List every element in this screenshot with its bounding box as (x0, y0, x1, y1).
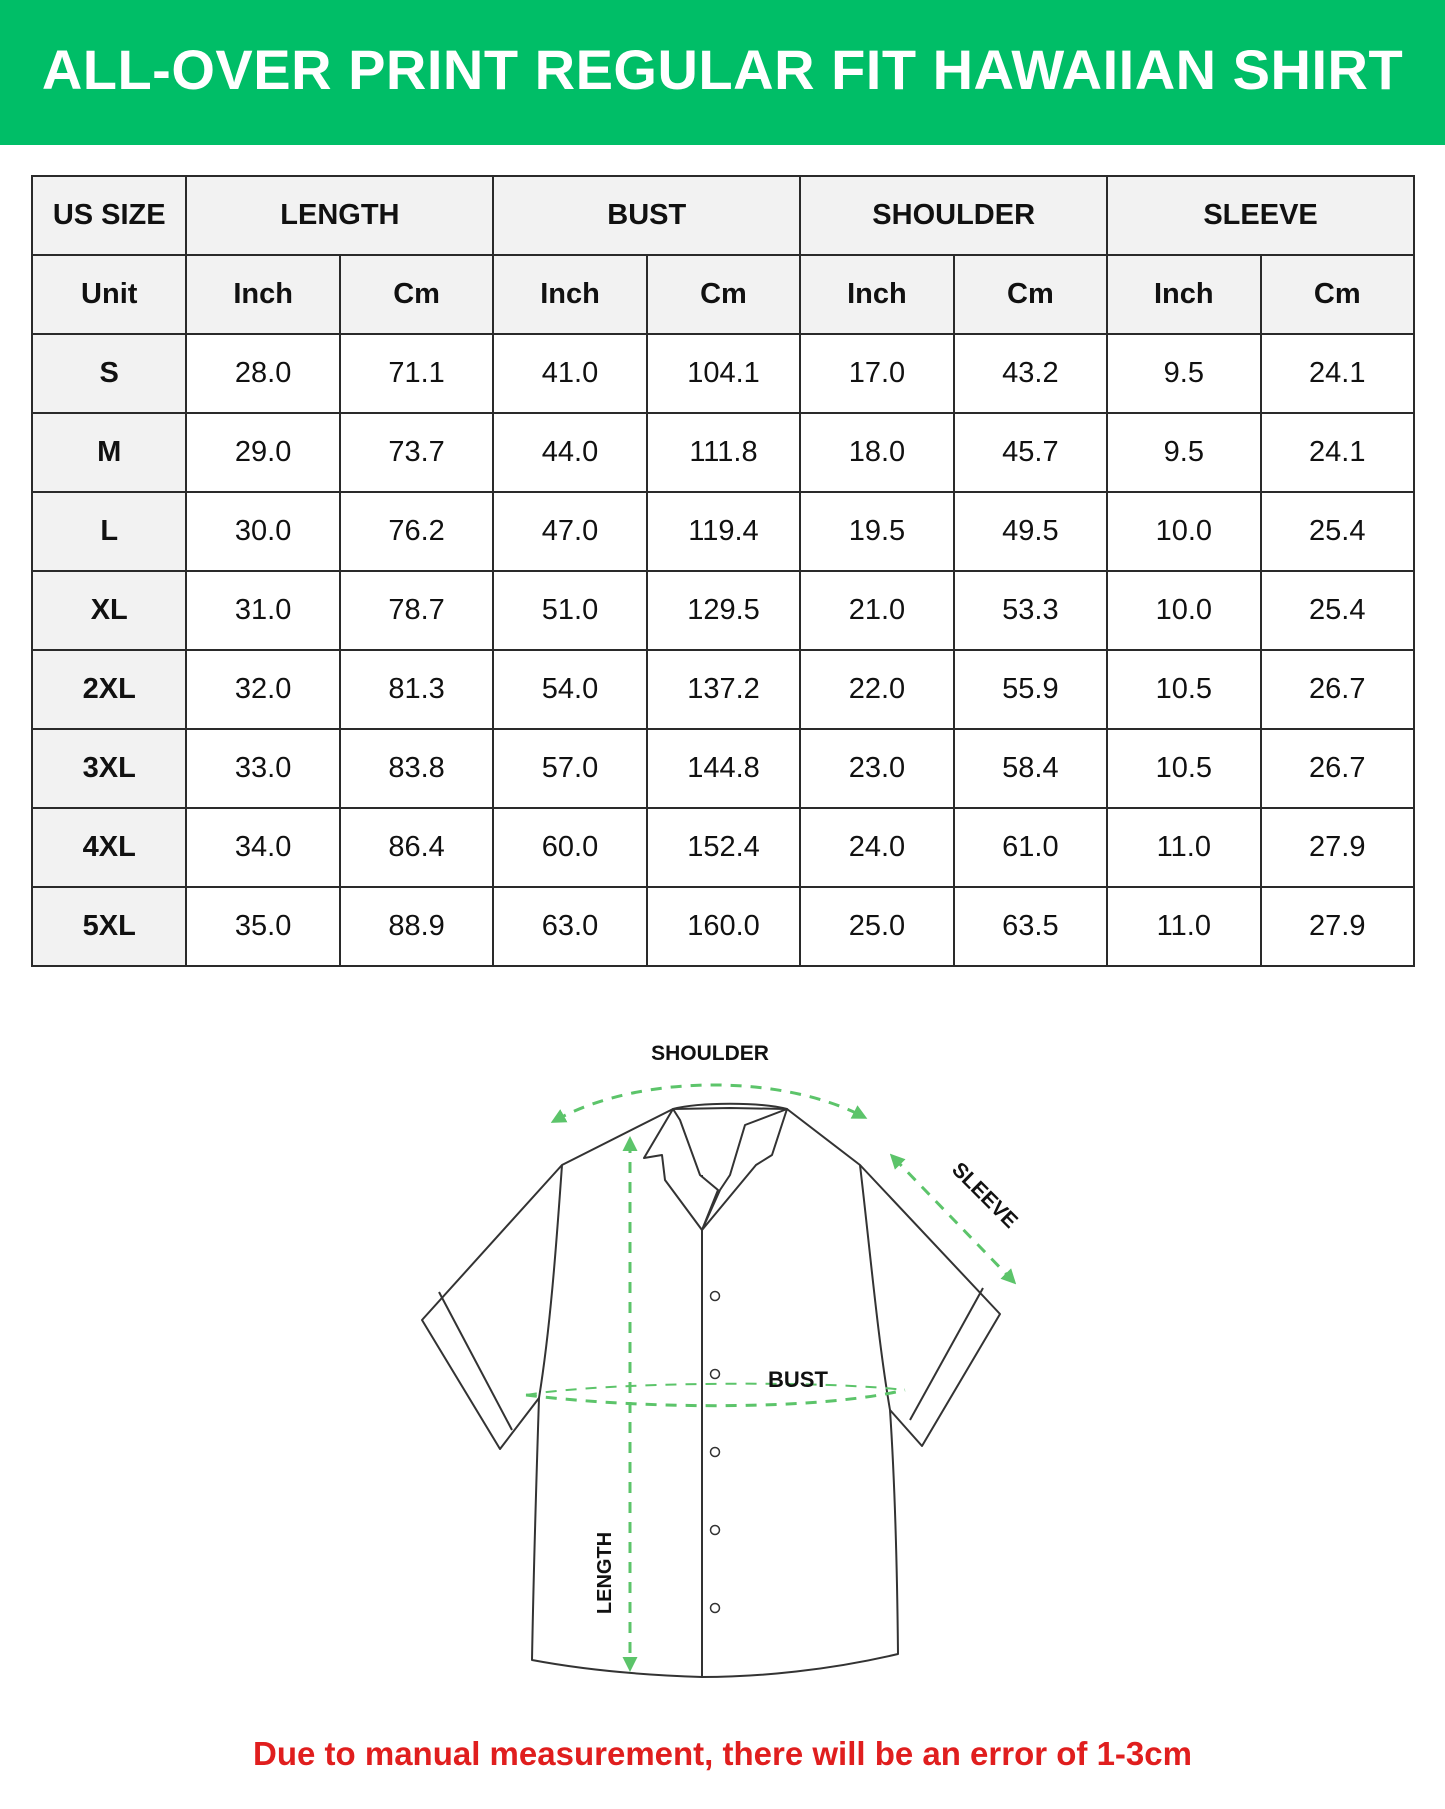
measurement-cell: 71.1 (340, 334, 493, 413)
measurement-cell: 24.1 (1261, 413, 1414, 492)
measurement-cell: 11.0 (1107, 808, 1260, 887)
bust-header: BUST (493, 176, 800, 255)
shoulder-label: SHOULDER (651, 1042, 769, 1065)
measurement-cell: 86.4 (340, 808, 493, 887)
measurement-cell: 32.0 (186, 650, 339, 729)
measurement-cell: 35.0 (186, 887, 339, 966)
measurement-cell: 51.0 (493, 571, 646, 650)
measurement-cell: 61.0 (954, 808, 1107, 887)
size-cell: 4XL (32, 808, 186, 887)
measurement-cell: 144.8 (647, 729, 800, 808)
measurement-cell: 104.1 (647, 334, 800, 413)
measurement-cell: 57.0 (493, 729, 646, 808)
measurement-cell: 137.2 (647, 650, 800, 729)
group-header-row (32, 176, 1414, 255)
length-label: LENGTH (594, 1531, 616, 1615)
size-chart-table (31, 175, 1415, 967)
measurement-cell: 34.0 (186, 808, 339, 887)
measurement-cell: 45.7 (954, 413, 1107, 492)
measurement-cell: 25.4 (1261, 492, 1414, 571)
measurement-cell: 73.7 (340, 413, 493, 492)
table-row (32, 808, 1414, 887)
measurement-cell: 11.0 (1107, 887, 1260, 966)
bust-label: BUST (768, 1367, 828, 1392)
unit-header: Unit (32, 255, 186, 334)
measurement-cell: 17.0 (800, 334, 953, 413)
measurement-cell: 33.0 (186, 729, 339, 808)
table-row (32, 571, 1414, 650)
measurement-cell: 24.0 (800, 808, 953, 887)
table-row (32, 413, 1414, 492)
measurement-cell: 58.4 (954, 729, 1107, 808)
length-header: LENGTH (186, 176, 493, 255)
measurement-cell: 129.5 (647, 571, 800, 650)
measurement-cell: 21.0 (800, 571, 953, 650)
measurement-cell: 10.0 (1107, 571, 1260, 650)
measurement-cell: 26.7 (1261, 650, 1414, 729)
measurement-cell: 19.5 (800, 492, 953, 571)
measurement-cell: 49.5 (954, 492, 1107, 571)
unit-cm-header: Cm (1261, 255, 1414, 334)
measurement-cell: 18.0 (800, 413, 953, 492)
measurement-cell: 83.8 (340, 729, 493, 808)
measurement-cell: 53.3 (954, 571, 1107, 650)
measurement-cell: 29.0 (186, 413, 339, 492)
shoulder-header: SHOULDER (800, 176, 1107, 255)
measurement-cell: 27.9 (1261, 808, 1414, 887)
sleeve-label: SLEEVE (947, 1157, 1023, 1233)
measurement-cell: 23.0 (800, 729, 953, 808)
table-row (32, 492, 1414, 571)
measurement-cell: 44.0 (493, 413, 646, 492)
measurement-cell: 22.0 (800, 650, 953, 729)
table-row (32, 887, 1414, 966)
unit-cm-header: Cm (340, 255, 493, 334)
measurement-cell: 43.2 (954, 334, 1107, 413)
table-row (32, 729, 1414, 808)
unit-inch-header: Inch (800, 255, 953, 334)
measurement-cell: 54.0 (493, 650, 646, 729)
unit-inch-header: Inch (493, 255, 646, 334)
shirt-outline (422, 1104, 1000, 1677)
measurement-cell: 76.2 (340, 492, 493, 571)
table-row (32, 650, 1414, 729)
size-cell: S (32, 334, 186, 413)
title-banner (0, 0, 1445, 145)
size-cell: L (32, 492, 186, 571)
measurement-cell: 31.0 (186, 571, 339, 650)
measurement-cell: 47.0 (493, 492, 646, 571)
button (711, 1604, 720, 1613)
measurement-cell: 88.9 (340, 887, 493, 966)
size-cell: 3XL (32, 729, 186, 808)
unit-inch-header: Inch (186, 255, 339, 334)
sleeve-header: SLEEVE (1107, 176, 1414, 255)
unit-header-row (32, 255, 1414, 334)
shirt-measurement-diagram (400, 1030, 1040, 1690)
measurement-cell: 27.9 (1261, 887, 1414, 966)
unit-cm-header: Cm (954, 255, 1107, 334)
unit-inch-header: Inch (1107, 255, 1260, 334)
measurement-cell: 25.0 (800, 887, 953, 966)
size-cell: M (32, 413, 186, 492)
measurement-cell: 111.8 (647, 413, 800, 492)
measurement-cell: 9.5 (1107, 413, 1260, 492)
button (711, 1448, 720, 1457)
unit-cm-header: Cm (647, 255, 800, 334)
measurement-cell: 10.0 (1107, 492, 1260, 571)
measurement-cell: 25.4 (1261, 571, 1414, 650)
measurement-cell: 28.0 (186, 334, 339, 413)
button (711, 1526, 720, 1535)
size-rows (32, 334, 1414, 966)
measurement-cell: 152.4 (647, 808, 800, 887)
measurement-cell: 63.0 (493, 887, 646, 966)
measurement-disclaimer: Due to manual measurement, there will be an error of 1-3cm (253, 1735, 1192, 1772)
measurement-cell: 24.1 (1261, 334, 1414, 413)
measurement-cell: 119.4 (647, 492, 800, 571)
measurement-cell: 26.7 (1261, 729, 1414, 808)
button (711, 1292, 720, 1301)
measurement-cell: 160.0 (647, 887, 800, 966)
measurement-cell: 81.3 (340, 650, 493, 729)
measurement-cell: 63.5 (954, 887, 1107, 966)
measurement-cell: 78.7 (340, 571, 493, 650)
size-cell: 2XL (32, 650, 186, 729)
size-cell: XL (32, 571, 186, 650)
size-cell: 5XL (32, 887, 186, 966)
us-size-header: US SIZE (32, 176, 186, 255)
button (711, 1370, 720, 1379)
measurement-cell: 10.5 (1107, 650, 1260, 729)
measurement-cell: 30.0 (186, 492, 339, 571)
page-title: ALL-OVER PRINT REGULAR FIT HAWAIIAN SHIRT (41, 38, 1404, 101)
table-row (32, 334, 1414, 413)
measurement-cell: 55.9 (954, 650, 1107, 729)
measurement-cell: 9.5 (1107, 334, 1260, 413)
measurement-cell: 60.0 (493, 808, 646, 887)
measurement-cell: 41.0 (493, 334, 646, 413)
measurement-cell: 10.5 (1107, 729, 1260, 808)
